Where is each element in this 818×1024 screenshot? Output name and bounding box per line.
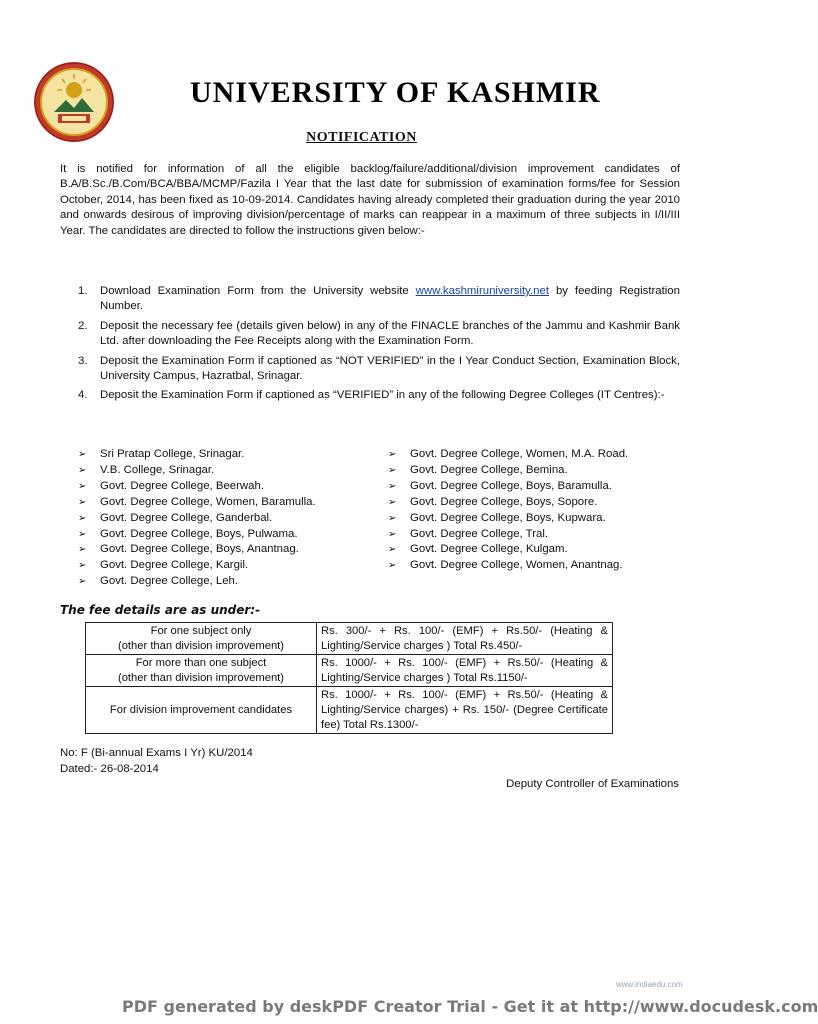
arrow-bullet-icon: ➢ [388,480,397,492]
college-name: Govt. Degree College, Ganderbal. [100,511,273,524]
instruction-text: by feeding Registration Number. [100,285,680,313]
fee-category-cell [86,687,317,734]
arrow-bullet-icon: ➢ [78,528,87,540]
college-name: V.B. College, Srinagar. [100,463,215,476]
college-item [78,463,316,479]
college-list-left [78,447,316,590]
instruction-number: 4. [78,389,88,402]
instruction-item [78,319,680,350]
arrow-bullet-icon: ➢ [388,512,397,524]
instruction-text: Deposit the Examination Form if captioned as “VERIFIED” in any of the following Degree Colleges (IT Centres):- [100,389,665,402]
college-name: Govt. Degree College, Women, M.A. Road. [410,448,629,460]
university-title: UNIVERSITY OF KASHMIR [190,76,601,109]
fee-amount-cell: Rs. 1000/- + Rs. 100/- (EMF) + Rs.50/- (Heating & Lighting/Service charges) + Rs. 150/- (Degree Certificate fee) Total Rs.1300/- [317,687,613,734]
arrow-bullet-icon: ➢ [388,544,397,556]
college-name: Govt. Degree College, Boys, Anantnag. [100,543,299,556]
college-item [78,574,316,590]
site-watermark: www.indiaedu.com [616,980,683,989]
instruction-text: Download Examination Form from the University website [100,285,416,297]
college-name: Govt. Degree College, Leh. [100,575,239,588]
instruction-number: 3. [78,354,88,367]
college-name: Govt. Degree College, Tral. [410,527,549,540]
instruction-text: Deposit the necessary fee (details given below) in any of the FINACLE branches of the Jammu and Kashmir Bank Ltd. after downloading the Fee Receipts along with the Examination Form. [100,319,680,348]
instruction-number: 2. [78,319,88,332]
instruction-item [78,354,680,385]
arrow-bullet-icon: ➢ [78,480,87,492]
arrow-bullet-icon: ➢ [78,496,87,508]
college-item [78,558,316,574]
instruction-list [78,284,680,408]
fee-table [85,622,613,734]
college-name: Govt. Degree College, Boys, Sopore. [410,495,598,508]
college-name: Sri Pratap College, Srinagar. [100,448,245,460]
college-item [388,495,628,511]
intro-paragraph: It is notified for information of all the eligible backlog/failure/additional/division improvement candidates of B.A/B.Sc./B.Com/BCA/BBA/MCMP/Fazila I Year that the last date for submission of examination forms/fee for Session October, 2014, has been fixed as 10-09-2014. Candidates having already completed their graduation during the year 2010 and onwards desirous of improving division/percentage of marks can reappear in a maximum of three subjects in I/II/III Year. The candidates are directed to follow the instructions given below:- [60,163,680,237]
college-item [388,479,628,495]
instruction-number: 1. [78,285,88,297]
reference-number: No: F (Bi-annual Exams I Yr) KU/2014 [60,747,253,759]
college-item [78,542,316,558]
table-row [86,687,613,734]
arrow-bullet-icon: ➢ [388,464,397,476]
college-item [78,511,316,527]
fee-category-line: For more than one subject [135,657,267,670]
fee-amount-cell: Rs. 1000/- + Rs. 100/- (EMF) + Rs.50/- (Heating & Lighting/Service charges ) Total Rs.1150/- [317,655,613,687]
college-list-right [388,447,628,574]
arrow-bullet-icon: ➢ [388,496,397,508]
college-name: Govt. Degree College, Boys, Pulwama. [100,527,298,540]
college-item [388,542,628,558]
fee-details-heading: The fee details are as under:- [60,603,261,617]
college-name: Govt. Degree College, Bemina. [410,463,568,476]
college-name: Govt. Degree College, Boys, Baramulla. [410,479,612,492]
college-name: Govt. Degree College, Kulgam. [410,543,568,556]
college-item [388,463,628,479]
college-name: Govt. Degree College, Women, Anantnag. [410,559,623,572]
date-line: Dated:- 26-08-2014 [60,763,159,775]
college-item [78,495,316,511]
instruction-item [78,284,680,315]
pdf-generator-banner: PDF generated by deskPDF Creator Trial - Get it at http://www.docudesk.com [122,997,818,1016]
college-item [388,558,628,574]
college-name: Govt. Degree College, Beerwah. [100,479,264,492]
table-row [86,623,613,655]
arrow-bullet-icon: ➢ [388,560,397,572]
notification-heading: NOTIFICATION [306,130,417,145]
college-item [78,447,316,463]
fee-category-cell [86,655,317,687]
fee-amount-cell: Rs. 300/- + Rs. 100/- (EMF) + Rs.50/- (Heating & Lighting/Service charges ) Total Rs.450/- [317,623,613,655]
arrow-bullet-icon: ➢ [78,544,87,556]
arrow-bullet-icon: ➢ [78,560,87,572]
arrow-bullet-icon: ➢ [388,528,397,540]
fee-category-note: (other than division improvement) [117,639,285,652]
fee-category-note: (other than division improvement) [117,671,285,684]
fee-category-cell [86,623,317,655]
fee-category-line: For one subject only [150,625,252,637]
arrow-bullet-icon: ➢ [78,576,87,588]
college-item [388,447,628,463]
arrow-bullet-icon: ➢ [388,449,397,460]
arrow-bullet-icon: ➢ [78,464,87,476]
college-name: Govt. Degree College, Boys, Kupwara. [410,511,606,524]
table-row [86,655,613,687]
college-item [388,527,628,543]
college-item [78,479,316,495]
arrow-bullet-icon: ➢ [78,512,87,524]
instruction-text: Deposit the Examination Form if captioned as “NOT VERIFIED” in the I Year Conduct Section, Examination Block, University Campus, Hazratbal, Srinagar. [100,354,680,383]
instruction-item [78,388,680,403]
college-item [388,511,628,527]
university-website-link[interactable]: www.kashmiruniversity.net [415,285,550,297]
college-item [78,527,316,543]
college-name: Govt. Degree College, Women, Baramulla. [100,495,316,508]
fee-category-line: For division improvement candidates [109,703,293,716]
college-name: Govt. Degree College, Kargil. [100,559,249,572]
signatory-designation: Deputy Controller of Examinations [506,778,679,790]
arrow-bullet-icon: ➢ [78,449,87,460]
